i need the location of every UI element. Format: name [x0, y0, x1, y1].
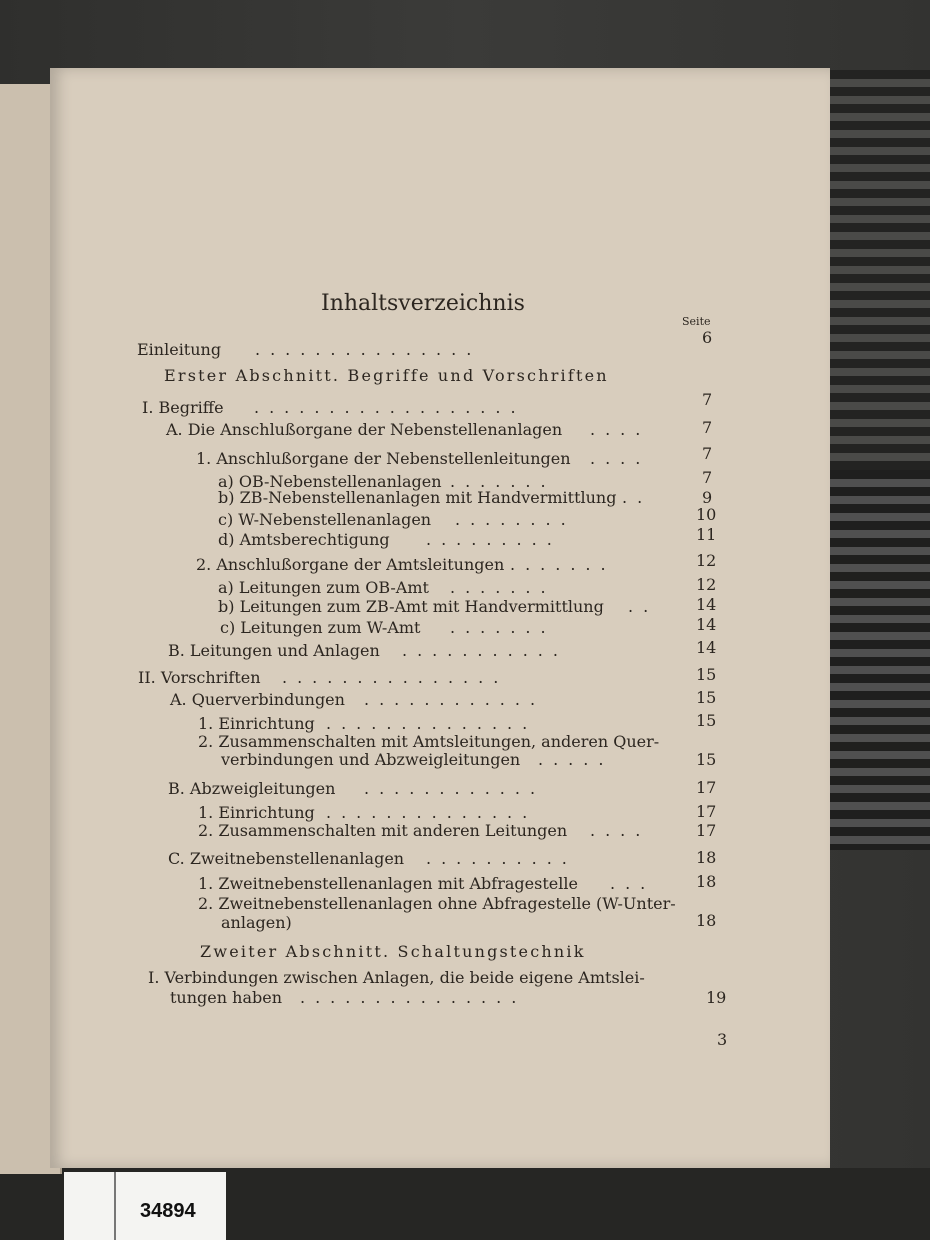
toc-page: 17: [696, 802, 717, 821]
toc-entry: a) Leitungen zum OB-Amt: [218, 578, 429, 597]
toc-page: 15: [696, 688, 717, 707]
section-heading: Zweiter Abschnitt. Schaltungstechnik: [200, 942, 586, 961]
toc-entry: d) Amtsberechtigung: [218, 530, 390, 549]
library-label-number: 34894: [140, 1200, 196, 1222]
section-heading: Erster Abschnitt. Begriffe und Vorschriften: [164, 366, 609, 385]
leader-dots: ............: [364, 779, 546, 798]
leader-dots: ............: [364, 690, 546, 709]
toc-page: 17: [696, 778, 717, 797]
leader-dots: ....: [590, 420, 651, 439]
toc-entry: II. Vorschriften: [138, 668, 261, 687]
toc-entry-continuation: verbindungen und Abzweigleitungen: [221, 750, 521, 769]
leader-dots: ...............: [282, 668, 509, 687]
leader-dots: ...........: [402, 641, 568, 660]
label-divider: [114, 1172, 116, 1240]
toc-entry: c) W-Nebenstellenanlagen: [218, 510, 432, 529]
document-page: [50, 68, 830, 1168]
leader-dots: ....: [590, 821, 651, 840]
toc-page: 14: [696, 595, 717, 614]
leader-dots: .......: [450, 618, 556, 637]
toc-entry: B. Abzweigleitungen: [168, 779, 336, 798]
toc-entry: I. Verbindungen zwischen Anlagen, die beide eigene Amtslei-: [148, 968, 645, 987]
toc-page: 7: [702, 468, 713, 487]
toc-page: 11: [696, 525, 717, 544]
leader-dots: ..............: [326, 714, 538, 733]
toc-entry: 2. Zusammenschalten mit anderen Leitungen: [198, 821, 568, 840]
toc-entry-continuation: tungen haben: [170, 988, 282, 1007]
toc-entry: 1. Anschlußorgane der Nebenstellenleitungen: [196, 449, 571, 468]
toc-page: 18: [696, 848, 717, 867]
toc-entry: 1. Zweitnebenstellenanlagen mit Abfragestelle: [198, 874, 578, 893]
toc-page: 15: [696, 665, 717, 684]
toc-page: 10: [696, 505, 717, 524]
toc-entry: 2. Zusammenschalten mit Amtsleitungen, anderen Quer-: [198, 732, 660, 751]
leader-dots: .......: [450, 472, 556, 491]
leader-dots: ........: [455, 510, 576, 529]
toc-page: 14: [696, 615, 717, 634]
toc-entry: C. Zweitnebenstellenanlagen: [168, 849, 405, 868]
leader-dots: ...............: [300, 988, 527, 1007]
toc-page: 9: [702, 488, 713, 507]
leader-dots: ..................: [254, 398, 526, 417]
toc-page: 18: [696, 911, 717, 930]
toc-entry: 1. Einrichtung: [198, 714, 315, 733]
toc-entry: c) Leitungen zum W-Amt: [220, 618, 421, 637]
page-title: Inhaltsverzeichnis: [321, 291, 525, 316]
toc-entry: A. Querverbindungen: [170, 690, 345, 709]
leader-dots: ...: [610, 874, 656, 893]
toc-page: 7: [702, 390, 713, 409]
toc-entry: B. Leitungen und Anlagen: [168, 641, 380, 660]
leader-dots: .........: [426, 530, 562, 549]
toc-page: 7: [702, 444, 713, 463]
leader-dots: ..............: [326, 803, 538, 822]
seite-column-label: Seite: [682, 315, 711, 328]
toc-entry: a) OB-Nebenstellenanlagen: [218, 472, 442, 491]
page-number: 3: [717, 1030, 728, 1049]
toc-page: 7: [702, 418, 713, 437]
toc-page: 19: [706, 988, 727, 1007]
leader-dots: ..: [622, 488, 653, 507]
toc-entry: Einleitung: [137, 340, 222, 359]
toc-entry: 2. Anschlußorgane der Amtsleitungen: [196, 555, 505, 574]
toc-page: 14: [696, 638, 717, 657]
leader-dots: ....: [590, 449, 651, 468]
toc-entry: b) ZB-Nebenstellenanlagen mit Handvermittlung: [218, 488, 617, 507]
leader-dots: ..........: [426, 849, 577, 868]
toc-page: 15: [696, 711, 717, 730]
toc-page: 12: [696, 575, 717, 594]
toc-entry: 1. Einrichtung: [198, 803, 315, 822]
leader-dots: ...............: [255, 340, 482, 359]
toc-page: 12: [696, 551, 717, 570]
leader-dots: .....: [538, 750, 614, 769]
leader-dots: .......: [450, 578, 556, 597]
toc-entry: A. Die Anschlußorgane der Nebenstellenanlagen: [166, 420, 563, 439]
toc-entry: 2. Zweitnebenstellenanlagen ohne Abfragestelle (W-Unter-: [198, 894, 676, 913]
toc-entry: I. Begriffe: [142, 398, 224, 417]
toc-entry: b) Leitungen zum ZB-Amt mit Handvermittlung: [218, 597, 604, 616]
leader-dots: .......: [510, 555, 616, 574]
toc-entry-continuation: anlagen): [221, 913, 292, 932]
toc-page: 6: [702, 328, 713, 347]
toc-page: 18: [696, 872, 717, 891]
toc-page: 17: [696, 821, 717, 840]
leader-dots: ..: [628, 597, 659, 616]
toc-page: 15: [696, 750, 717, 769]
